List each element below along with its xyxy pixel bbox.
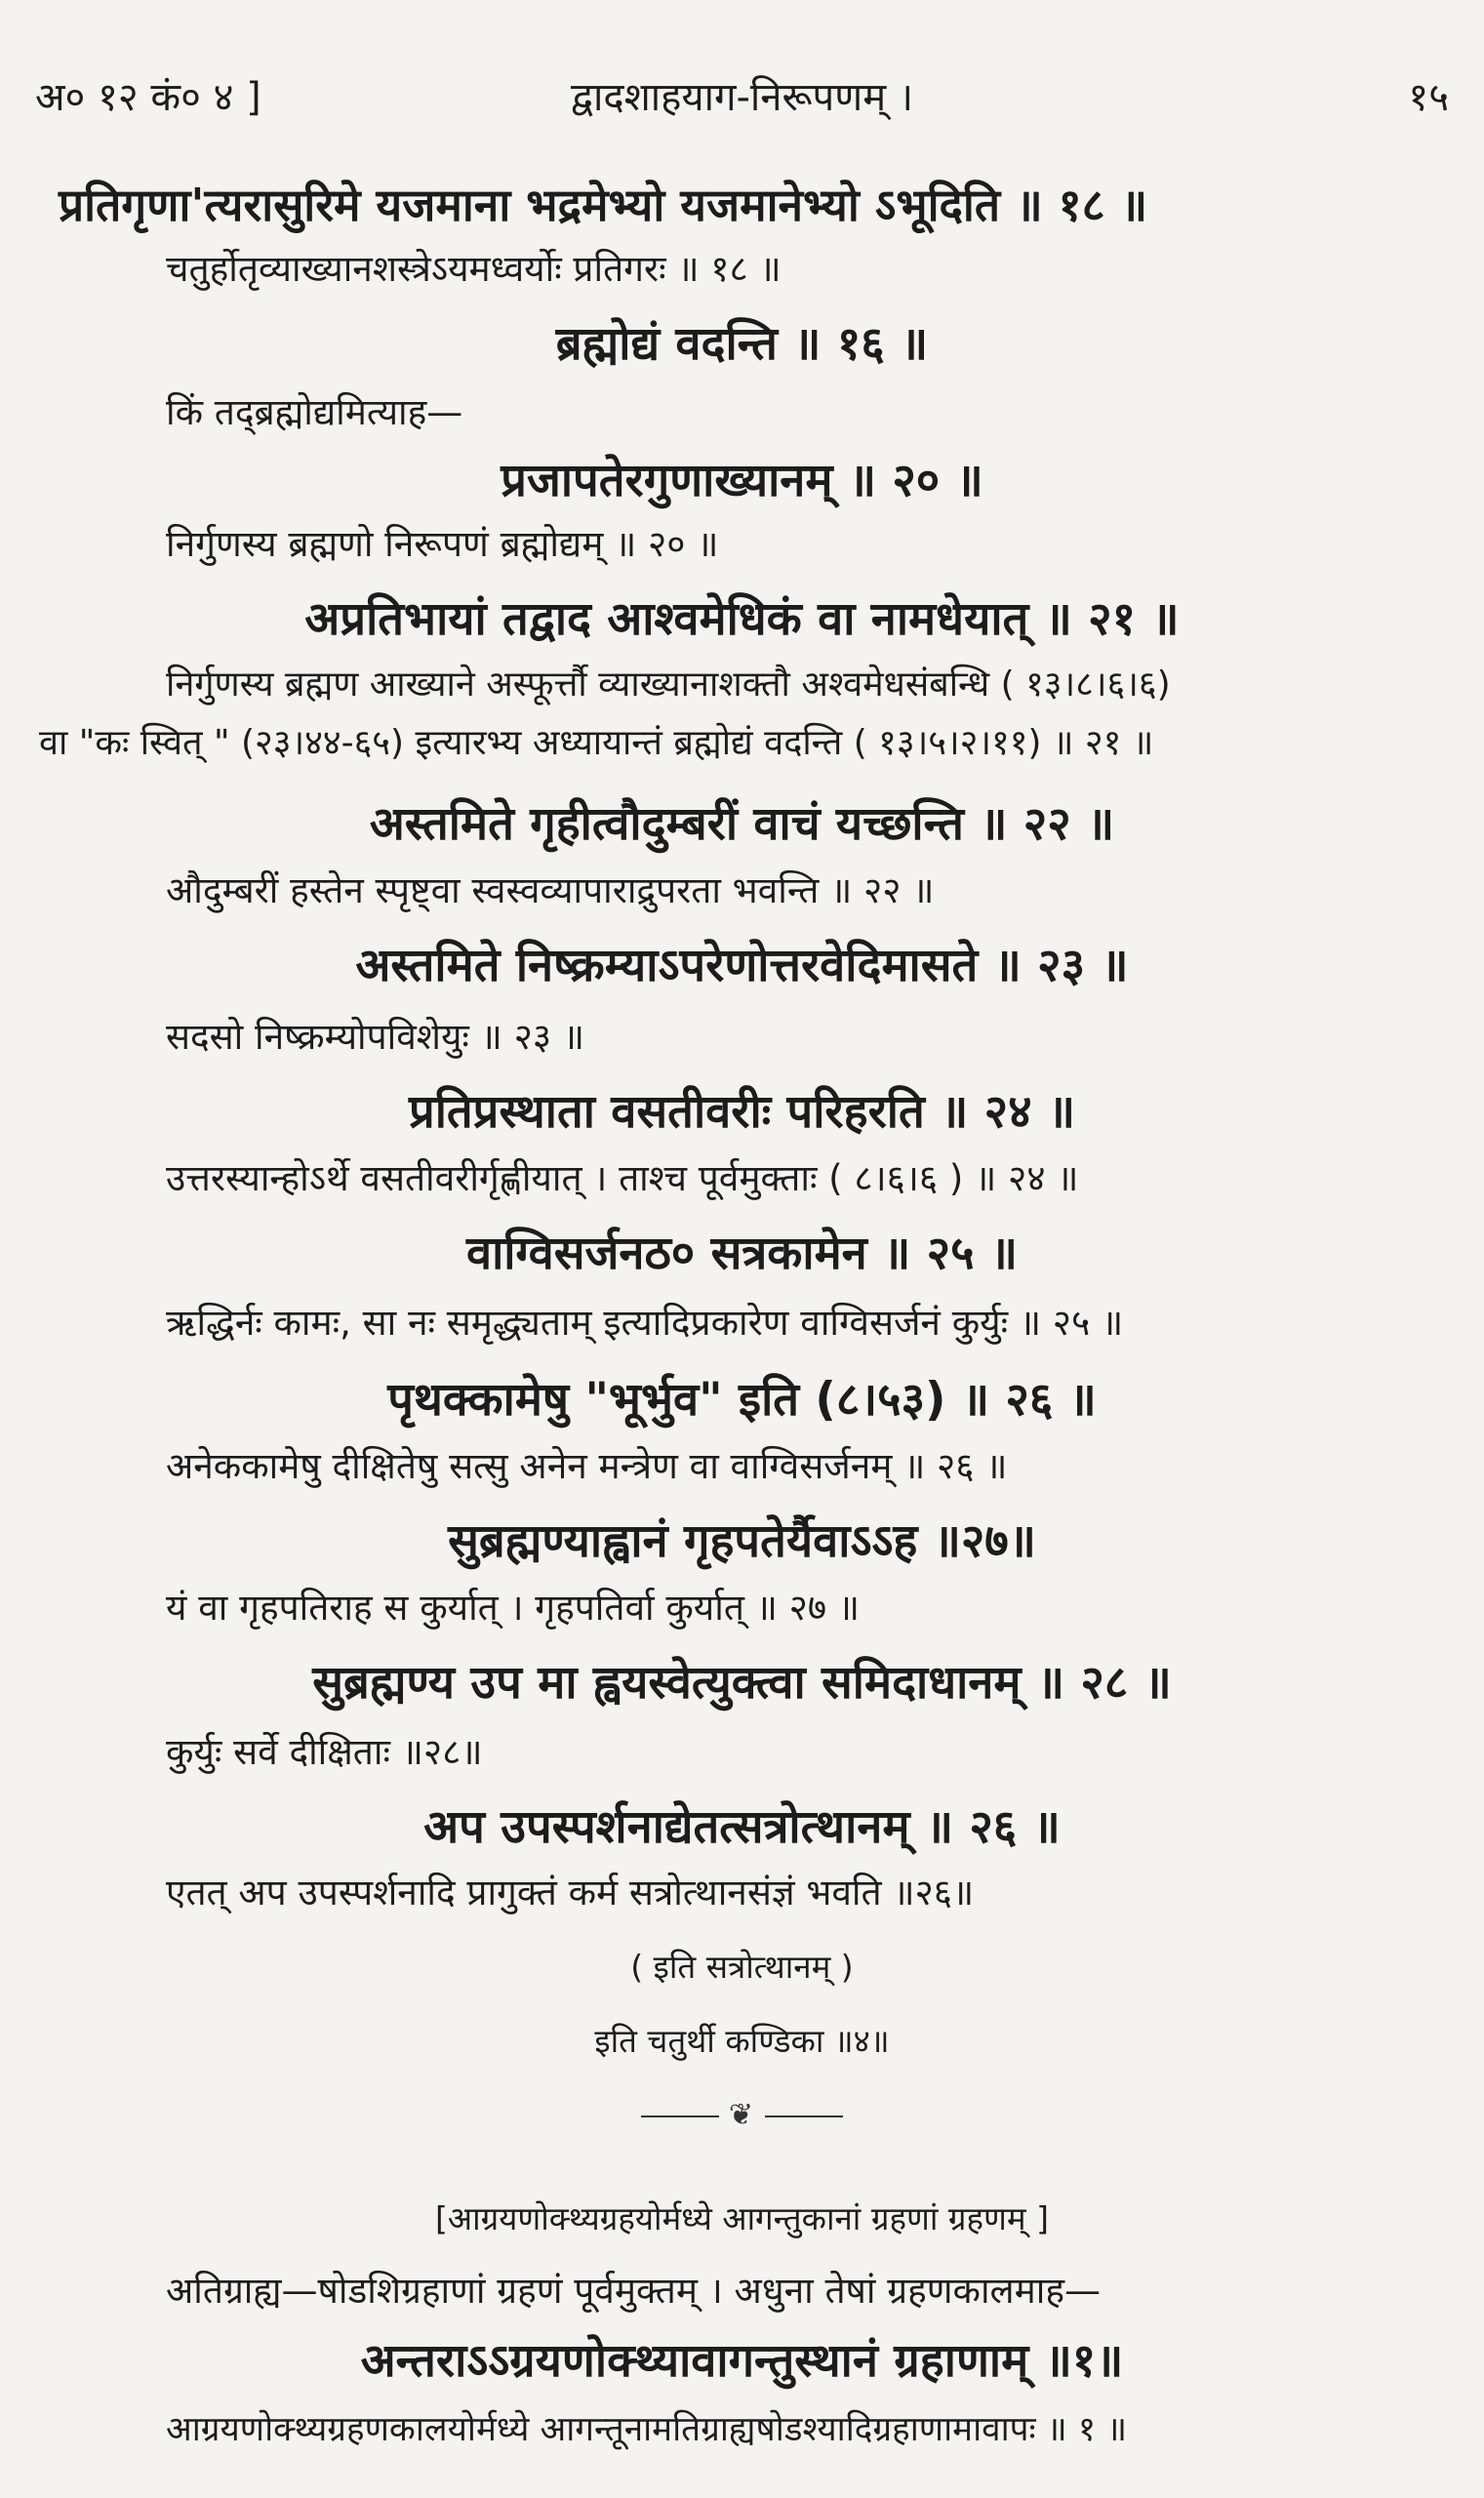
sutra-25: वाग्विसर्जनठ० सत्रकामेन ॥ २५ ॥: [465, 1227, 1019, 1280]
ornament-divider: ❦: [0, 2098, 1484, 2132]
commentary-intro-20: किं तद्ब्रह्मोद्यमित्याह—: [166, 391, 463, 433]
commentary-20: निर्गुणस्य ब्रह्मणो निरूपणं ब्रह्मोद्यम् ॥ २० ॥: [166, 523, 719, 565]
sutra-19: ब्रह्मोद्यं वदन्ति ॥ १६ ॥: [555, 317, 929, 371]
sutra-27: सुब्रह्मण्याह्वानं गृहपतेर्यैवाऽऽह ॥२७॥: [448, 1514, 1036, 1568]
section-reference: अ० १२ कं० ४ ]: [35, 75, 261, 120]
commentary-29: एतत् अप उपस्पर्शनादि प्रागुक्तं कर्म सत्रोत्थानसंज्ञं भवति ॥२६॥: [166, 1872, 975, 1914]
intro-text: अतिग्राह्य—षोडशिग्रहाणां ग्रहणं पूर्वमुक्तम् । अधुना तेषां ग्रहणकालमाह—: [166, 2270, 1101, 2312]
sutra-21: अप्रतिभायां तद्वाद आश्वमेधिकं वा नामधेयात् ॥ २१ ॥: [304, 592, 1180, 646]
kandika-end-note: इति चतुर्थी कण्डिका ॥४॥: [594, 2022, 890, 2060]
commentary-21b: वा "कः स्वित् " (२३।४४-६५) इत्यारभ्य अध्यायान्तं ब्रह्मोद्यं वदन्ति ( १३।५।२।११) ॥ २१ ॥: [39, 723, 1154, 763]
commentary-26: अनेककामेषु दीक्षितेषु सत्सु अनेन मन्त्रेण वा वाग्विसर्जनम् ॥ २६ ॥: [166, 1445, 1008, 1487]
commentary-27: यं वा गृहपतिराह स कुर्यात् । गृहपतिर्वा कुर्यात् ॥ २७ ॥: [166, 1587, 861, 1629]
commentary-24: उत्तरस्यान्होऽर्थे वसतीवरीर्गृह्णीयात् । ताश्च पूर्वमुक्ताः ( ८।६।६ ) ॥ २४ ॥: [166, 1157, 1079, 1199]
sutra-20: प्रजापतेरगुणाख्यानम् ॥ २० ॥: [501, 454, 983, 507]
sutra-23: अस्तमिते निष्क्रम्याऽपरेणोत्तरवेदिमासते ॥ २३ ॥: [355, 939, 1129, 992]
sutra-24: प्रतिप्रस्थाता वसतीवरीः परिहरति ॥ २४ ॥: [408, 1085, 1076, 1139]
running-title: द्वादशाहयाग-निरूपणम् ।: [571, 75, 913, 120]
page-number: १५: [1408, 75, 1449, 120]
commentary-23: सदसो निष्क्रम्योपविशेयुः ॥ २३ ॥: [166, 1016, 584, 1058]
section-end-note: ( इति सत्रोत्थानम् ): [630, 1948, 854, 1986]
commentary-22: औदुम्बरीं हस्तेन स्पृष्ट्वा स्वस्वव्यापाराद्रुपरता भवन्ति ॥ २२ ॥: [166, 869, 935, 911]
sutra-18: प्रतिगृणा'त्यरासुरिमे यजमाना भद्रमेभ्यो यजमानेभ्यो ऽभूदिति ॥ १८ ॥: [59, 179, 1148, 231]
commentary-1: आग्रयणोक्थ्यग्रहणकालयोर्मध्ये आगन्तूनामतिग्राह्यषोडश्यादिग्रहाणामावापः ॥ १ ॥: [166, 2410, 1128, 2449]
sutra-1: अन्तराऽऽग्रयणोक्थ्यावागन्तुस्थानं ग्रहाणाम् ॥१॥: [360, 2334, 1124, 2388]
sutra-29: अप उपस्पर्शनाद्येतत्सत्रोत्थानम् ॥ २६ ॥: [423, 1800, 1061, 1854]
sutra-22: अस्तमिते गृहीत्वौदुम्बरीं वाचं यच्छन्ति ॥ २२ ॥: [369, 797, 1115, 851]
page-header: [35, 68, 1449, 127]
section-heading: [आग्रयणोक्थ्यग्रहयोर्मध्ये आगन्तुकानां ग्रहणां ग्रहणम् ]: [435, 2199, 1049, 2237]
commentary-18: चतुर्होतृव्याख्यानशस्त्रेऽयमध्वर्योः प्रतिगरः ॥ १८ ॥: [166, 248, 782, 290]
commentary-28: कुर्युः सर्वे दीक्षिताः ॥२८॥: [166, 1731, 483, 1773]
commentary-25: ऋद्धिर्नः कामः, सा नः समृद्ध्यताम् इत्यादिप्रकारेण वाग्विसर्जनं कुर्युः ॥ २५ ॥: [166, 1302, 1124, 1344]
commentary-21a: निर्गुणस्य ब्रह्मण आख्याने अस्फूर्त्तौ व्याख्यानाशक्तौ अश्वमेधसंबन्धि ( १३।८।६।६): [166, 665, 1171, 705]
sutra-28: सुब्रह्मण्य उप मा ह्वयस्वेत्युक्त्वा समिदाधानम् ॥ २८ ॥: [312, 1656, 1172, 1710]
sutra-26: पृथक्कामेषु "भूर्भुव" इति (८।५३) ॥ २६ ॥: [387, 1373, 1097, 1427]
